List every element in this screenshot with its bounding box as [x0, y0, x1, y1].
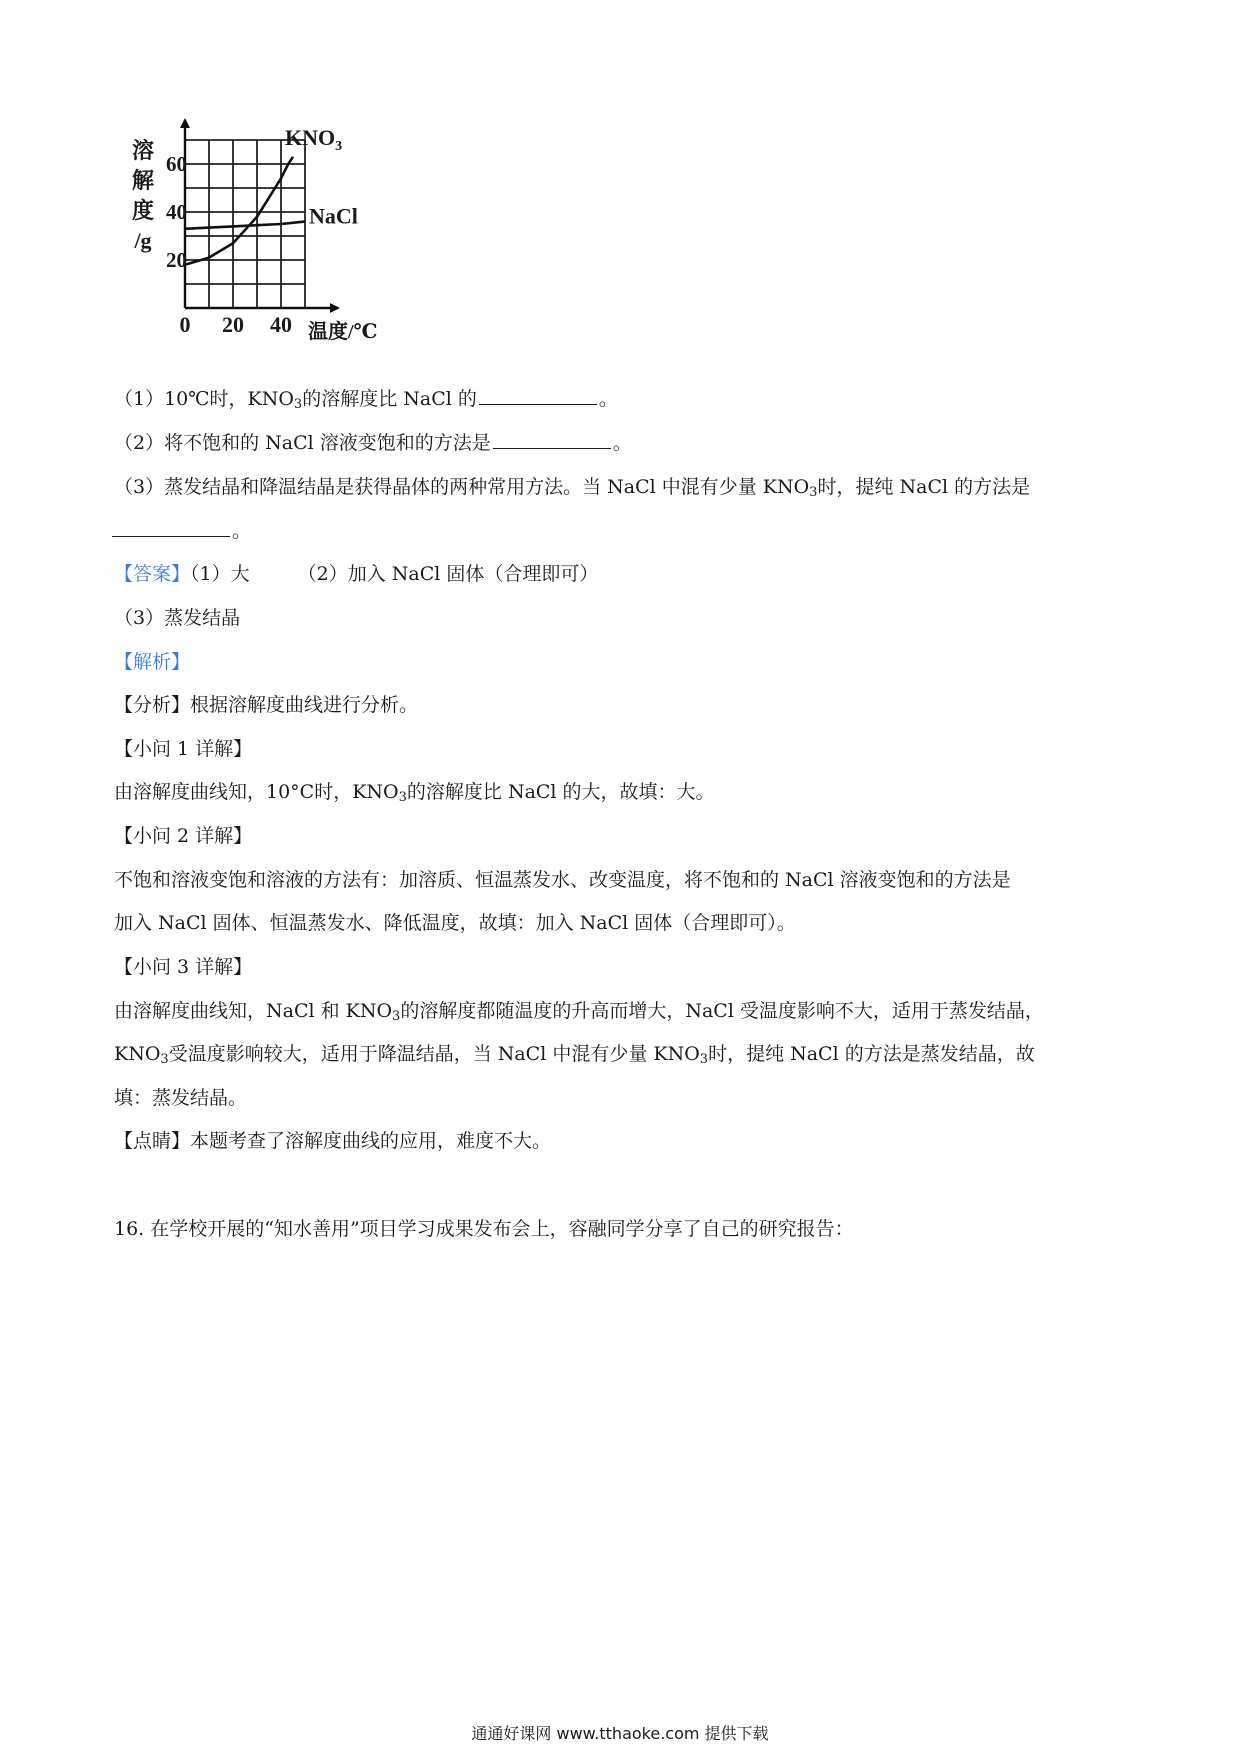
detail-2-line-1: 不饱和溶液变饱和溶液的方法有：加溶质、恒温蒸发水、改变温度，将不饱和的 NaCl 溶液变饱和的方法是: [114, 869, 1011, 891]
x-tick-label: 20: [222, 312, 244, 337]
answer-blank-1: [479, 386, 597, 405]
detail-1-head: 【小问 1 详解】: [114, 738, 253, 760]
question-3-cont: 。: [114, 518, 251, 544]
chart-labels: [132, 125, 378, 343]
x-tick-label: 0: [179, 312, 191, 337]
detail-3-line-2: $KNO_3$受温度影响较大，适用于降温结晶，当 NaCl 中混有少量 $KNO_3$时，提纯 NaCl 的方法是蒸发结晶，故: [114, 1043, 1035, 1067]
detail-1-body: 由溶解度曲线知，10°C时，$KNO_3$的溶解度比 NaCl 的大，故填：大。: [114, 781, 715, 805]
y-axis-arrow: [180, 118, 190, 128]
series-line-kno3: [185, 157, 293, 265]
detail-3-line-1: 由溶解度曲线知，NaCl 和 $KNO_3$的溶解度都随温度的升高而增大，NaCl 受温度影响不大，适用于蒸发结晶，: [114, 1000, 1044, 1024]
question-1: （1）10℃时，$KNO_3$的溶解度比 NaCl 的 。: [114, 388, 618, 412]
detail-2-line-2: 加入 NaCl 固体、恒温蒸发水、降低温度，故填：加入 NaCl 固体（合理即可）。: [114, 912, 796, 934]
answer-tag: 【答案】: [114, 563, 191, 585]
question-16: 16. 在学校开展的“知水善用”项目学习成果发布会上，容融同学分享了自己的研究报告：: [114, 1218, 854, 1240]
answer-line: 【答案】（1）大 （2）加入 NaCl 固体（合理即可）: [114, 563, 599, 585]
series-label-nacl: NaCl: [309, 203, 358, 229]
analysis-tag: 【解析】: [114, 651, 191, 673]
detail-2-head: 【小问 2 详解】: [114, 825, 253, 847]
series-line-nacl: [185, 222, 305, 229]
y-axis-label-char: 度: [131, 198, 155, 223]
detail-3-head: 【小问 3 详解】: [114, 956, 253, 978]
x-axis-label: 温度/℃: [308, 321, 378, 343]
answer-blank-2: [493, 430, 611, 449]
answer-line-3: （3）蒸发结晶: [114, 607, 241, 629]
series-label-kno3: $KNO_3$: [285, 124, 343, 154]
chart-series: [185, 157, 305, 265]
question-2: （2）将不饱和的 NaCl 溶液变饱和的方法是 。: [114, 432, 632, 454]
answer-blank-3: [112, 518, 230, 537]
detail-3-line-3: 填：蒸发结晶。: [114, 1087, 248, 1109]
x-tick-label: 40: [270, 312, 292, 337]
y-axis-label-char: /g: [134, 228, 152, 253]
footer-credit: 通通好课网 www.tthaoke.com 提供下载: [471, 1724, 769, 1743]
comment: 【点睛】本题考查了溶解度曲线的应用，难度不大。: [114, 1130, 552, 1152]
y-axis-label-char: 解: [131, 168, 155, 193]
y-tick-label: 40: [166, 200, 187, 224]
y-tick-label: 20: [166, 248, 187, 272]
y-axis-label-char: 溶: [131, 138, 155, 163]
analysis-text: 【分析】根据溶解度曲线进行分析。: [114, 694, 419, 716]
solubility-chart: [130, 118, 450, 393]
question-3: （3）蒸发结晶和降温结晶是获得晶体的两种常用方法。当 NaCl 中混有少量 $KNO_3$时，提纯 NaCl 的方法是: [114, 476, 1031, 500]
y-tick-label: 60: [166, 152, 187, 176]
x-axis-arrow: [330, 303, 340, 313]
